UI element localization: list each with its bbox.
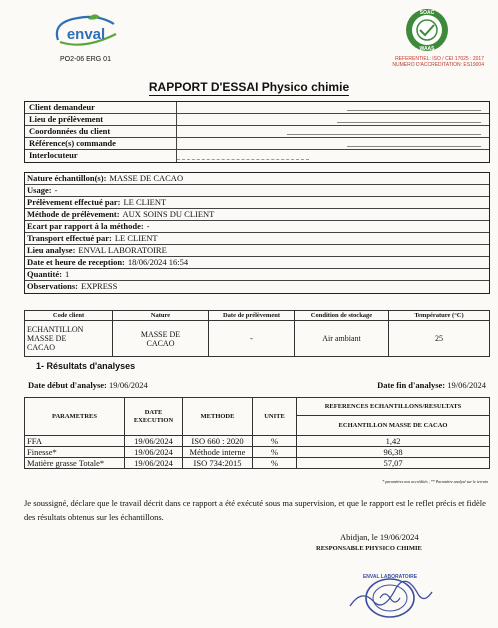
seal-top-text: SOAC: [419, 10, 435, 16]
table-row: [25, 436, 490, 447]
info-row: Date et heure de reception: 18/06/2024 16:54: [25, 257, 489, 269]
results-table: [24, 397, 490, 469]
info-row: Nature échantillon(s): MASSE DE CACAO: [25, 173, 489, 185]
analysis-end-date: Date fin d'analyse: 19/06/2024: [377, 380, 486, 390]
accreditation-line-1: REFERENTIEL: ISO / CEI 17025 : 2017: [395, 56, 484, 62]
table-cell: 96,38: [297, 447, 490, 458]
sample-info-table: [24, 172, 490, 294]
table-cell: Méthode interne: [183, 447, 253, 458]
client-row: Référence(s) commande: [25, 138, 489, 150]
client-row: Coordonnées du client: [25, 126, 489, 138]
report-title: RAPPORT D'ESSAI Physico chimie: [148, 80, 350, 94]
accreditation-info: [392, 56, 484, 68]
info-row: Méthode de prélèvement: AUX SOINS DU CLIENT: [25, 209, 489, 221]
col-header: Code client: [25, 311, 113, 321]
col-header: METHODE: [183, 398, 253, 436]
col-header: DATE EXECUTION: [125, 398, 183, 436]
table-cell: 57,07: [297, 458, 490, 469]
table-cell: %: [253, 458, 297, 469]
col-subheader: ECHANTILLON MASSE DE CACAO: [297, 416, 490, 436]
place-date: Abidjan, le 19/06/2024: [340, 532, 419, 542]
table-cell: 19/06/2024: [125, 458, 183, 469]
info-row: Ecart par rapport à la méthode: -: [25, 221, 489, 233]
soac-seal-logo: [404, 6, 450, 54]
table-cell: 1,42: [297, 436, 490, 447]
table-cell: -: [209, 321, 295, 357]
results-footnote: * paramètres non accrédités , ** Paramètre analysé sur le terrain: [382, 479, 488, 484]
table-cell: 25: [389, 321, 490, 357]
table-row: [25, 321, 490, 357]
col-header: Nature: [113, 311, 209, 321]
table-cell: 19/06/2024: [125, 447, 183, 458]
col-header: PARAMETRES: [25, 398, 125, 436]
table-cell: ECHANTILLON MASSE DE CACAO: [25, 321, 113, 357]
table-cell: FFA: [25, 436, 125, 447]
table-row: [25, 447, 490, 458]
info-row: Quantité: 1: [25, 269, 489, 281]
table-cell: MASSE DE CACAO: [113, 321, 209, 357]
analysis-start-date: Date début d'analyse: 19/06/2024: [28, 380, 148, 390]
table-cell: %: [253, 436, 297, 447]
seal-bottom-text: WAAS: [419, 46, 435, 52]
col-header: REFERENCES ECHANTILLONS/RESULTATS: [297, 398, 490, 416]
declaration-text: Je soussigné, déclare que le travail décrit dans ce rapport a été exécuté sous ma supervision, et que le rapport est le reflet précis et fidèle des résultats obtenus sur les échantillons.: [24, 498, 486, 522]
stamp-text: ENVAL LABORATOIRE: [362, 574, 418, 580]
enval-logo: [48, 10, 126, 54]
responsible-title: RESPONSABLE PHYSICO CHIMIE: [316, 545, 422, 552]
logo-text: enval: [66, 26, 106, 43]
table-cell: 19/06/2024: [125, 436, 183, 447]
sample-table: [24, 310, 490, 357]
table-cell: ISO 734:2015: [183, 458, 253, 469]
info-row: Transport effectué par: LE CLIENT: [25, 233, 489, 245]
client-row: Client demandeur: [25, 102, 489, 114]
accreditation-line-2: NUMERO D'ACCREDITATION: ES19004: [392, 62, 484, 68]
client-row: Lieu de prélèvement: [25, 114, 489, 126]
col-header: UNITE: [253, 398, 297, 436]
table-cell: Finesse*: [25, 447, 125, 458]
table-cell: %: [253, 447, 297, 458]
client-info-table: [24, 101, 490, 163]
col-header: Température (°C): [389, 311, 490, 321]
section-title: 1- Résultats d'analyses: [36, 361, 136, 371]
col-header: Condition de stockage: [295, 311, 389, 321]
info-row: Prélèvement effectué par: LE CLIENT: [25, 197, 489, 209]
client-row: Interlocuteur: [25, 150, 489, 162]
table-row: [25, 458, 490, 469]
lab-stamp-icon: [346, 566, 434, 622]
info-row: Usage: -: [25, 185, 489, 197]
table-cell: Matière grasse Totale*: [25, 458, 125, 469]
info-row: Observations: EXPRESS: [27, 281, 118, 291]
col-header: Date de prélèvement: [209, 311, 295, 321]
info-row: Lieu analyse: ENVAL LABORATOIRE: [25, 245, 489, 257]
table-cell: Air ambiant: [295, 321, 389, 357]
document-code: PO2-06 ERG 01: [60, 56, 111, 63]
table-cell: ISO 660 : 2020: [183, 436, 253, 447]
